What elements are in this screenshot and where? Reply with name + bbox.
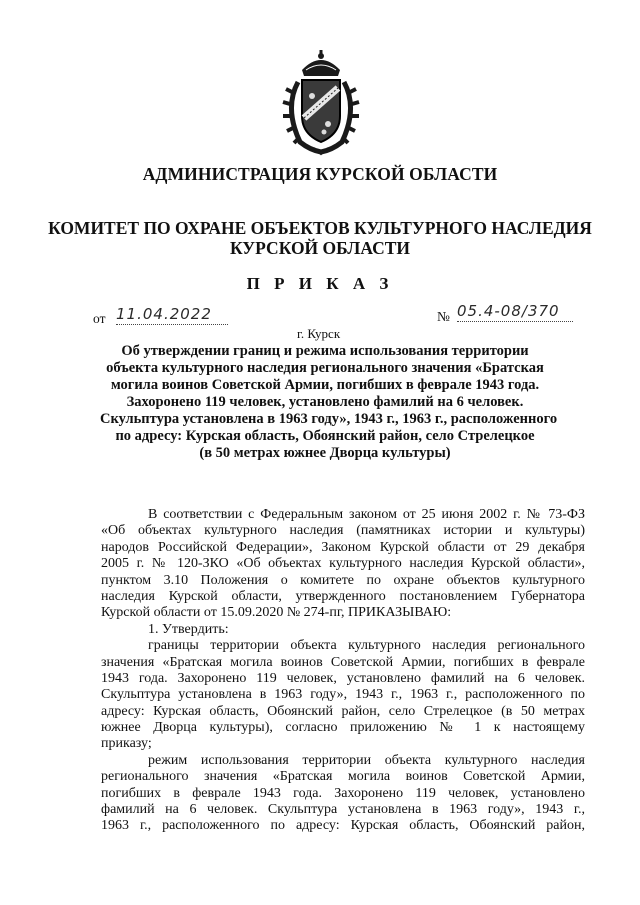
body-line: регионального значения «Братская могила воинов Советской Армии, bbox=[101, 769, 585, 785]
date-prefix: от bbox=[93, 311, 106, 326]
committee-title-line-1: КОМИТЕТ ПО ОХРАНЕ ОБЪЕКТОВ КУЛЬТУРНОГО НАСЛЕДИЯ bbox=[48, 218, 592, 238]
subject-line: Об утверждении границ и режима использования территории bbox=[121, 343, 529, 359]
kursk-coat-of-arms-icon bbox=[280, 48, 362, 156]
body-line: значения «Братская могила воинов Советской Армии, погибших в феврале bbox=[101, 654, 585, 670]
body-line: погибших в феврале 1943 года. Захоронено 119 человек, установлено bbox=[101, 785, 585, 801]
number-prefix: № bbox=[437, 309, 450, 324]
body-line: 1. Утвердить: bbox=[148, 621, 229, 637]
body-line: 1963 г., расположенного по адресу: Курская область, Обоянский район, bbox=[101, 818, 585, 834]
body-line: фамилий на 6 человек. Скульптура установлена в 1963 году», 1943 г., bbox=[101, 802, 585, 818]
body-line: границы территории объекта культурного наследия регионального bbox=[148, 638, 585, 654]
document-type-heading: П Р И К А З bbox=[246, 274, 394, 293]
body-line: 1943 года. Захоронено 119 человек, установлено фамилий на 6 человек. bbox=[101, 670, 585, 686]
body-line: наследия Курской области, утвержденного постановлением Губернатора bbox=[101, 588, 585, 604]
body-line: адресу: Курская область, Обоянский район, село Стрелецкое (в 50 метрах bbox=[101, 703, 585, 719]
body-line: приказу; bbox=[101, 736, 152, 752]
committee-title-line-2: КУРСКОЙ ОБЛАСТИ bbox=[229, 238, 411, 258]
body-line: Курской области от 15.09.2020 № 274-пг, ПРИКАЗЫВАЮ: bbox=[101, 605, 452, 621]
subject-line: объекта культурного наследия регионального значения «Братская bbox=[106, 360, 544, 376]
handwritten-order-number: 05.4-08/370 bbox=[457, 302, 573, 322]
body-line: народов Российской Федерации», Законом Курской области от 29 декабря bbox=[101, 539, 585, 555]
body-line: Скульптура установлена в 1963 году», 1943 г., 1963 г., расположенного по bbox=[101, 687, 585, 703]
administration-title: АДМИНИСТРАЦИЯ КУРСКОЙ ОБЛАСТИ bbox=[142, 164, 498, 184]
body-line: пунктом 3.10 Положения о комитете по охране объектов культурного bbox=[101, 572, 585, 588]
body-line: южнее Дворца культуры), согласно приложению № 1 к настоящему bbox=[101, 720, 585, 736]
committee-title bbox=[0, 218, 640, 258]
subject-line: по адресу: Курская область, Обоянский район, село Стрелецкое bbox=[115, 428, 535, 444]
subject-line: Захоронено 119 человек, установлено фамилий на 6 человек. bbox=[126, 394, 524, 410]
order-body bbox=[101, 507, 585, 835]
subject-line: Скульптура установлена в 1963 году», 1943 г., 1963 г., расположенного bbox=[100, 411, 558, 427]
subject-line: могила воинов Советской Армии, погибших в феврале 1943 года. bbox=[110, 377, 540, 393]
body-line: В соответствии с Федеральным законом от 25 июня 2002 г. № 73-ФЗ bbox=[148, 507, 585, 522]
body-line: режим использования территории объекта культурного наследия bbox=[148, 752, 585, 768]
subject-line: (в 50 метрах южнее Дворца культуры) bbox=[199, 445, 451, 461]
body-line: «Об объектах культурного наследия (памятниках истории и культуры) bbox=[101, 523, 585, 539]
city-label: г. Курск bbox=[297, 326, 341, 341]
order-subject bbox=[100, 343, 558, 462]
handwritten-date: 11.04.2022 bbox=[116, 305, 228, 325]
body-line: 2005 г. № 120-ЗКО «Об объектах культурного наследия Курской области», bbox=[101, 556, 585, 572]
